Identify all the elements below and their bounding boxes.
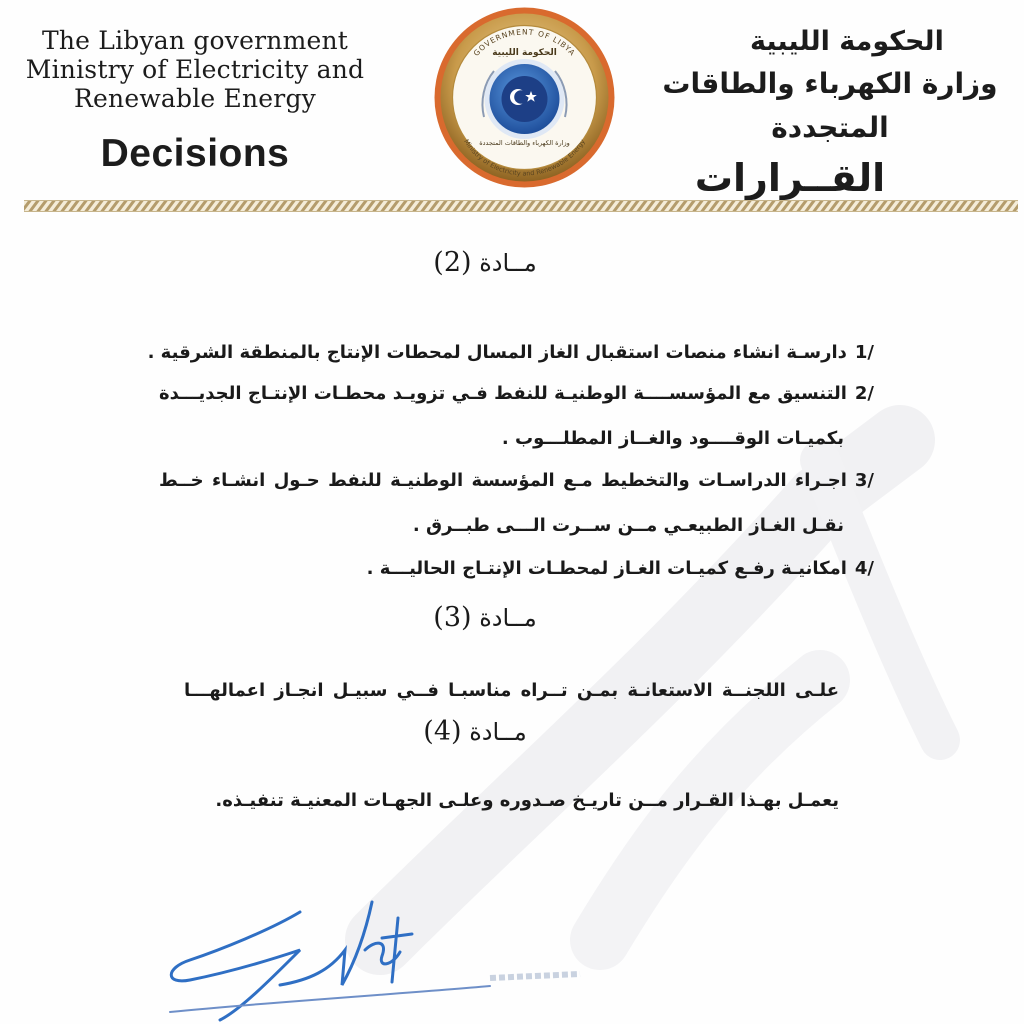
header-divider (24, 198, 1018, 214)
article-2-label: مــادة (479, 249, 537, 277)
article-2-item-2-cont: بكميـات الوقــــود والغــاز المطلـــوب . (501, 428, 844, 449)
item-2-number: /2 (854, 383, 874, 404)
svg-text:وزارة الكهرباء والطاقات المتجد: وزارة الكهرباء والطاقات المتجددة (479, 139, 570, 147)
item-4-text: امكانيـة رفـع كميـات الغـاز لمحطـات الإنتـاج الحاليـــة . (366, 558, 847, 579)
article-2-item-2 (159, 383, 874, 404)
ar-ministry: وزارة الكهرباء والطاقات المتجددة (662, 67, 998, 144)
article-2-item-3-cont: نقـل الغـاز الطبيعـي مــن ســرت الـــى طبــرق . (412, 515, 844, 536)
article-3-number: (3) (433, 602, 472, 633)
svg-text:GOVERNMENT OF LIBYA: GOVERNMENT OF LIBYA (471, 27, 578, 58)
article-4-text: يعمـل بهـذا القـرار مــن تاريـخ صـدوره وعلـى الجهـات المعنيـة تنفيـذه. (215, 790, 839, 811)
en-ministry-line-1: Ministry of Electricity and (25, 55, 365, 84)
svg-text:Ministry of Electricity and Re: Ministry of Electricity and Renewable Energy (462, 137, 587, 178)
item-2-text: التنسيق مع المؤسســــة الوطنيـة للنفط فـي تزويـد محطـات الإنتـاج الجديـــدة (159, 383, 847, 404)
article-2-item-3 (159, 470, 874, 491)
arabic-header (640, 22, 1020, 206)
ar-decisions-title: القــرارات (694, 156, 886, 200)
ar-government: الحكومة الليبية (750, 26, 944, 57)
en-ministry-line-2: Renewable Energy (74, 84, 316, 113)
article-2-title (335, 247, 635, 278)
article-2-item-1 (148, 342, 874, 363)
article-4-number: (4) (423, 716, 462, 747)
article-3-title (335, 602, 635, 633)
article-2-item-4 (367, 558, 874, 579)
en-decisions-title: Decisions (100, 132, 290, 175)
ministry-seal-icon (432, 5, 617, 190)
article-4-title (325, 716, 625, 747)
article-3-label: مــادة (479, 604, 537, 632)
en-government: The Libyan government (41, 26, 349, 55)
item-3-number: /3 (854, 470, 874, 491)
item-1-text: دارسـة انشاء منصات استقبال الغاز المسال لمحطات الإنتاج بالمنطقة الشرقية . (147, 342, 847, 363)
article-2-number: (2) (433, 247, 472, 278)
item-4-number: /4 (854, 558, 874, 579)
article-4-label: مــادة (469, 718, 527, 746)
item-3-text: اجـراء الدراسـات والتخطيط مـع المؤسسة الوطنيـة للنفط حـول انشـاء خــط (159, 470, 847, 491)
english-header (10, 26, 380, 176)
handwritten-signature (160, 890, 600, 1024)
item-1-number: /1 (854, 342, 874, 363)
svg-text:الحكومة الليبية: الحكومة الليبية (492, 48, 557, 58)
article-3-text: علـى اللجنــة الاستعانـة بمـن تــراه مناسبـا فــي سبيـل انجـاز اعمالهـــا (184, 680, 839, 701)
